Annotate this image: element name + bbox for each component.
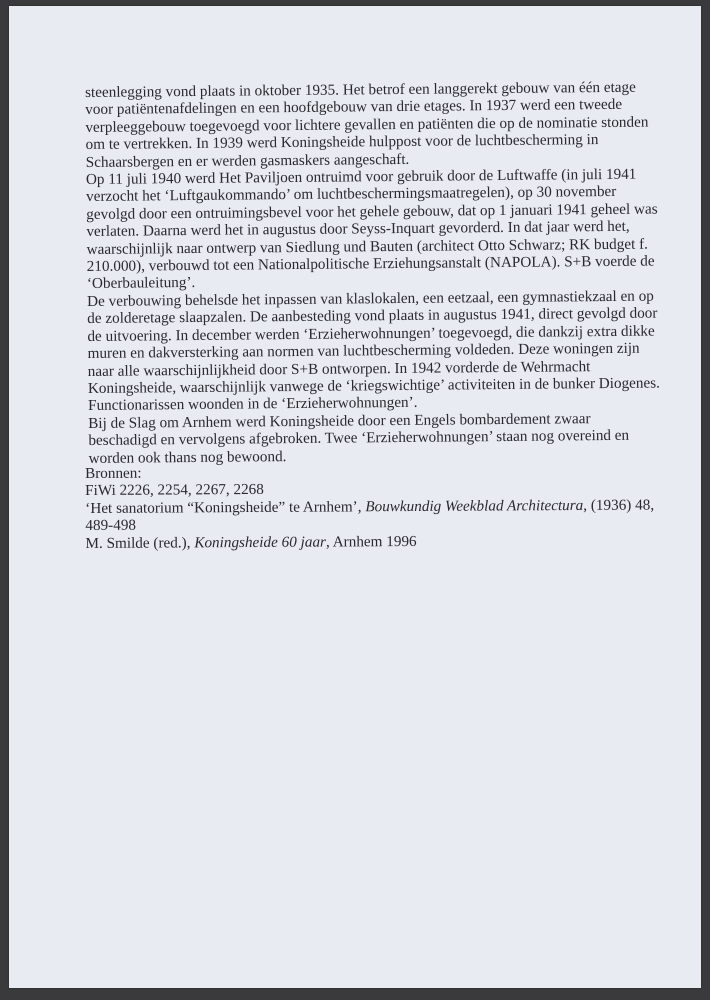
text-line: Schaarsbergen en er werden gasmaskers aangeschaft. bbox=[85, 150, 410, 171]
text-line: Functionarissen woonden in de ‘Erzieherwohnungen’. bbox=[88, 394, 418, 415]
text-line: ‘Oberbauleitung’. bbox=[86, 274, 196, 293]
text-line: de zolderetage slaapzalen. De aanbesteding vond plaats in augustus 1941, direct gevolgd door bbox=[87, 304, 658, 328]
text-line: verzocht het ‘Luftgaukommando’ om luchtbeschermingsmaatregelen), op 30 november bbox=[86, 183, 617, 206]
text-line: 210.000), verbouwd tot een Nationalpolitische Erziehungsanstalt (NAPOLA). S+B voerde de bbox=[86, 252, 655, 276]
text-line: gevolgd door een ontruimingsbevel voor het gehele gebouw, dat op 1 januari 1941 geheel was bbox=[86, 200, 658, 223]
source-fiwi: FiWi 2226, 2254, 2267, 2268 bbox=[85, 481, 264, 500]
source-bouwkundig-weekblad bbox=[85, 496, 655, 517]
text-line: De verbouwing behelsde het inpassen van klaslokalen, een eetzaal, een gymnastiekzaal en op bbox=[87, 287, 654, 310]
text-line: naar alle waarschijnlijkheid door S+B ontworpen. In 1942 vorderde de Wehrmacht bbox=[87, 357, 591, 380]
text-line: muren en dakversterking aan normen van luchtbescherming voldeden. Deze woningen zijn bbox=[87, 339, 640, 363]
text-line: verlaten. Daarna werd het in augustus door Seyss-Inquart gevorderd. In dat jaar werd het, bbox=[86, 218, 630, 241]
document-page bbox=[9, 6, 701, 988]
source-title: ‘Het sanatorium “Koningsheide” te Arnhem’, bbox=[85, 498, 366, 517]
source-volume: , (1936) 48, bbox=[583, 496, 655, 514]
source-journal: Bouwkundig Weekblad Architectura bbox=[365, 496, 584, 516]
text-line: Koningsheide, waarschijnlijk vanwege de ‘kriegswichtige’ activiteiten in de bunker Diogenes. bbox=[87, 374, 661, 397]
sources-heading: Bronnen: bbox=[85, 464, 142, 482]
text-line: Op 11 juli 1940 werd Het Paviljoen ontruimd voor gebruik door de Luftwaffe (in juli 1941 bbox=[85, 165, 637, 189]
body-text bbox=[85, 78, 661, 467]
text-line: de uitvoering. In december werden ‘Erzieherwohnungen’ toegevoegd, die dankzij extra dikke bbox=[87, 322, 655, 345]
text-line: voor patiëntenafdelingen en een hoofdgebouw van drie etages. In 1937 werd een tweede bbox=[85, 96, 623, 119]
text-line: om te vertrekken. In 1939 werd Koningsheide hulppost voor de luchtbescherming in bbox=[85, 131, 599, 154]
source-publication: , Arnhem 1996 bbox=[325, 532, 417, 551]
text-line: beschadigd en vervolgens afgebroken. Twee ‘Erzieherwohnungen’ staan nog overeind en bbox=[88, 426, 630, 450]
text-line: Bij de Slag om Arnhem werd Koningsheide door een Engels bombardement zwaar bbox=[88, 409, 591, 432]
text-line: verpleeggebouw toegevoegd voor lichtere gevallen en patiënten die op de nominatie stonden bbox=[85, 113, 649, 136]
source-pages: 489-498 bbox=[85, 516, 137, 535]
text-line: waarschijnlijk naar ontwerp van Siedlung und Bauten (architect Otto Schwarz; RK budget f. bbox=[86, 235, 649, 258]
text-line: steenlegging vond plaats in oktober 1935. Het betrof een langgerekt gebouw van één etage bbox=[85, 78, 636, 101]
text-line: worden ook thans nog bewoond. bbox=[88, 447, 287, 467]
sources-section bbox=[85, 462, 655, 552]
source-koningsheide-60-jaar bbox=[85, 531, 645, 552]
source-author: M. Smilde (red.), bbox=[85, 533, 195, 552]
source-book-title: Koningsheide 60 jaar bbox=[194, 533, 326, 551]
